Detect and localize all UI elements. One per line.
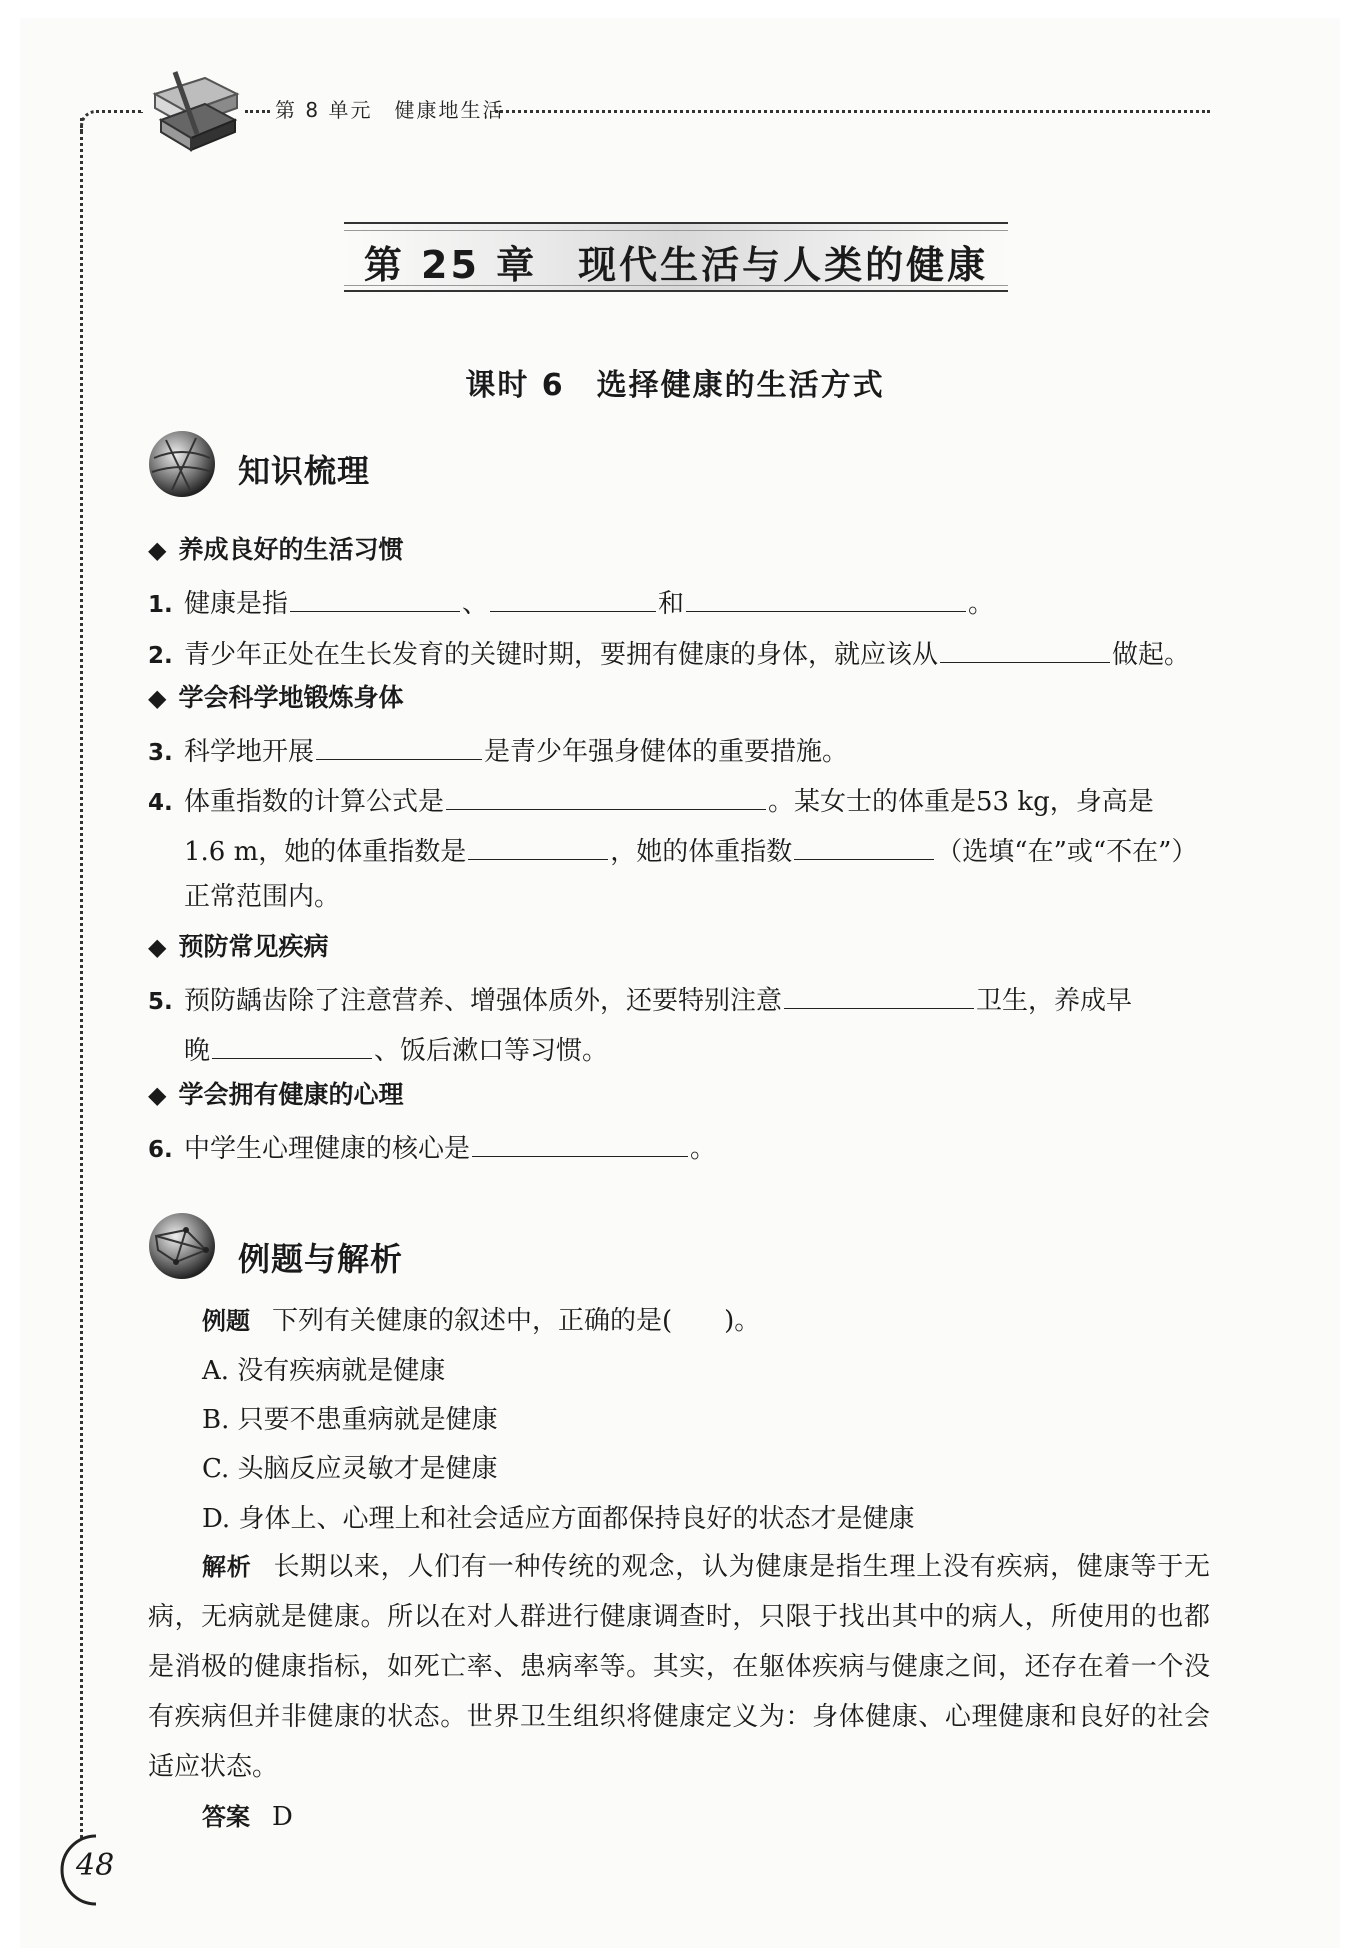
header-unit-text: 第 8 单元 健康地生活 (275, 98, 505, 122)
question-text: 。某女士的体重是53 kg，身高是 (768, 787, 1154, 817)
question-number: 6. (148, 1137, 173, 1163)
question-text: 、 (462, 589, 489, 619)
subsection-heading (148, 932, 328, 962)
subsection-label: 学会拥有健康的心理 (178, 1080, 404, 1109)
analysis-paragraph (148, 1542, 1210, 1792)
answer-value: D (272, 1802, 293, 1832)
globe-icon (146, 1210, 218, 1282)
question-2 (148, 636, 1190, 671)
subsection-heading (148, 683, 403, 713)
question-number: 1. (148, 592, 173, 618)
question-text: 正常范围内。 (184, 882, 341, 912)
lesson-title: 课时 6 选择健康的生活方式 (465, 368, 885, 403)
globe-icon (146, 428, 218, 500)
question-text: 卫生，养成早 (976, 986, 1133, 1016)
question-6 (148, 1130, 716, 1165)
diamond-icon: ◆ (148, 684, 167, 712)
diamond-icon: ◆ (148, 933, 167, 961)
header-dots-left (245, 110, 270, 113)
diamond-icon: ◆ (148, 1081, 167, 1109)
question-1 (148, 585, 994, 620)
answer-blank[interactable] (290, 585, 460, 612)
answer-blank[interactable] (472, 1130, 688, 1157)
answer-blank[interactable] (490, 585, 656, 612)
question-text: 、饭后漱口等习惯。 (374, 1036, 609, 1066)
answer-blank[interactable] (940, 636, 1110, 663)
subsection-label: 养成良好的生活习惯 (178, 535, 404, 564)
question-text: 做起。 (1112, 640, 1191, 670)
answer-blank[interactable] (468, 833, 608, 860)
header-dots-right (495, 110, 1210, 113)
question-text: 。 (690, 1134, 717, 1164)
question-text: 青少年正处在生长发育的关键时期，要拥有健康的身体，就应该从 (184, 640, 939, 670)
question-text: ，她的体重指数 (610, 837, 793, 867)
example-option: B. 只要不患重病就是健康 (202, 1405, 498, 1435)
section-knowledge-title: 知识梳理 (238, 452, 371, 490)
question-text: 体重指数的计算公式是 (184, 787, 445, 817)
question-number: 4. (148, 790, 173, 816)
example-question (202, 1306, 760, 1336)
question-5-cont (184, 1032, 608, 1066)
analysis-label: 解析 (202, 1553, 252, 1581)
answer-label: 答案 (202, 1803, 250, 1831)
question-text: 科学地开展 (184, 737, 315, 767)
question-text: 1.6 m，她的体重指数是 (184, 837, 467, 867)
example-option: D. 身体上、心理上和社会适应方面都保持良好的状态才是健康 (202, 1504, 915, 1534)
question-text: 。 (968, 589, 995, 619)
analysis-text: 长期以来，人们有一种传统的观念，认为健康是指生理上没有疾病，健康等于无病，无病就是健康。所以在对人群进行健康调查时，只限于找出其中的病人，所使用的也都是消极的健康指标，如死亡率、患病率等。其实，在躯体疾病与健康之间，还存在着一个没有疾病但并非健康的状态。世界卫生组织将健康定义为：身体健康、心理健康和良好的社会适应状态。 (148, 1552, 1210, 1782)
question-4-cont (184, 882, 340, 912)
diamond-icon: ◆ (148, 536, 167, 564)
question-number: 3. (148, 740, 173, 766)
answer-blank[interactable] (794, 833, 934, 860)
question-text: 中学生心理健康的核心是 (184, 1134, 471, 1164)
question-number: 2. (148, 643, 173, 669)
question-text: 晚 (184, 1036, 211, 1066)
answer-blank[interactable] (212, 1032, 372, 1059)
running-header (140, 92, 1210, 132)
subsection-label: 学会科学地锻炼身体 (178, 683, 404, 712)
question-text: 预防龋齿除了注意营养、增强体质外，还要特别注意 (184, 986, 783, 1016)
subsection-label: 预防常见疾病 (178, 932, 329, 961)
answer-blank[interactable] (316, 733, 482, 760)
question-4 (148, 783, 1154, 818)
question-5 (148, 982, 1132, 1017)
example-stem: 下列有关健康的叙述中，正确的是( )。 (272, 1306, 761, 1336)
subsection-heading (148, 535, 403, 565)
question-text: 健康是指 (184, 589, 289, 619)
question-number: 5. (148, 989, 173, 1015)
question-4-cont (184, 833, 1197, 867)
example-label: 例题 (202, 1307, 250, 1335)
example-option: A. 没有疾病就是健康 (202, 1356, 446, 1386)
chapter-banner (344, 222, 1008, 292)
answer-line (202, 1802, 293, 1832)
example-option: C. 头脑反应灵敏才是健康 (202, 1454, 498, 1484)
section-example-title: 例题与解析 (238, 1240, 404, 1278)
page-number: 48 (76, 1848, 115, 1883)
question-text: （选填“在”或“不在”） (936, 837, 1198, 867)
chapter-title: 第 25 章 现代生活与人类的健康 (363, 243, 989, 287)
question-text: 是青少年强身健体的重要措施。 (484, 737, 849, 767)
question-3 (148, 733, 848, 768)
subsection-heading (148, 1080, 403, 1110)
answer-blank[interactable] (784, 982, 974, 1009)
answer-blank[interactable] (446, 783, 766, 810)
answer-blank[interactable] (686, 585, 966, 612)
question-text: 和 (658, 589, 685, 619)
margin-corner (80, 110, 143, 133)
